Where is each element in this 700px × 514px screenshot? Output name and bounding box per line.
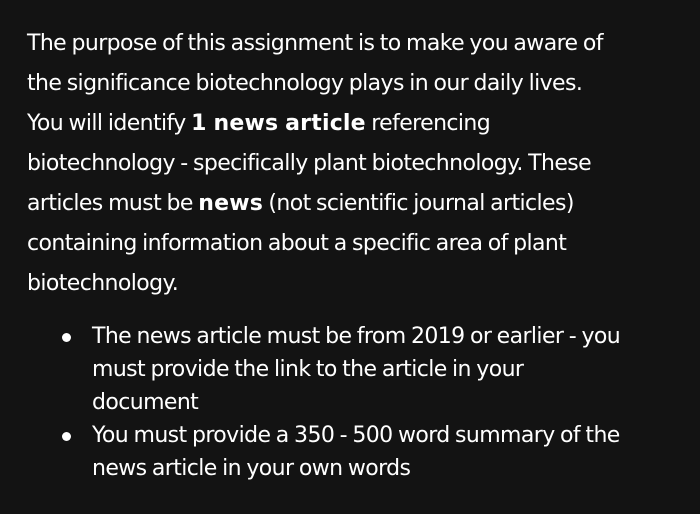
assignment-paragraph bbox=[27, 24, 687, 304]
requirement-line: news article in your own words bbox=[92, 456, 411, 481]
requirement-line: must provide the link to the article in your bbox=[92, 357, 524, 382]
paragraph-line bbox=[27, 104, 687, 144]
paragraph-line: The purpose of this assignment is to make you aware of bbox=[27, 31, 603, 56]
requirements-list bbox=[0, 320, 700, 485]
paragraph-text: articles must be bbox=[27, 191, 199, 216]
requirement-line: document bbox=[92, 390, 199, 415]
requirement-line: You must provide a 350 - 500 word summary of the bbox=[92, 423, 620, 448]
paragraph-text: You will identify bbox=[27, 111, 192, 136]
requirement-line: The news article must be from 2019 or earlier - you bbox=[92, 324, 621, 349]
paragraph-text: (not scientific journal articles) bbox=[263, 191, 574, 216]
emphasis-news-article-count: 1 news article bbox=[191, 111, 366, 136]
paragraph-line: the significance biotechnology plays in our daily lives. bbox=[27, 71, 583, 96]
bullet-icon bbox=[62, 333, 71, 342]
requirement-item-date-and-link bbox=[0, 320, 692, 419]
emphasis-news: news bbox=[198, 191, 264, 216]
bullet-icon bbox=[62, 432, 71, 441]
paragraph-line: containing information about a specific area of plant bbox=[27, 231, 567, 256]
paragraph-text: referencing bbox=[365, 111, 491, 136]
paragraph-line: biotechnology. bbox=[27, 271, 179, 296]
paragraph-line bbox=[27, 184, 687, 224]
paragraph-line: biotechnology - specifically plant biotechnology. These bbox=[27, 151, 592, 176]
requirement-item-summary bbox=[0, 419, 692, 485]
